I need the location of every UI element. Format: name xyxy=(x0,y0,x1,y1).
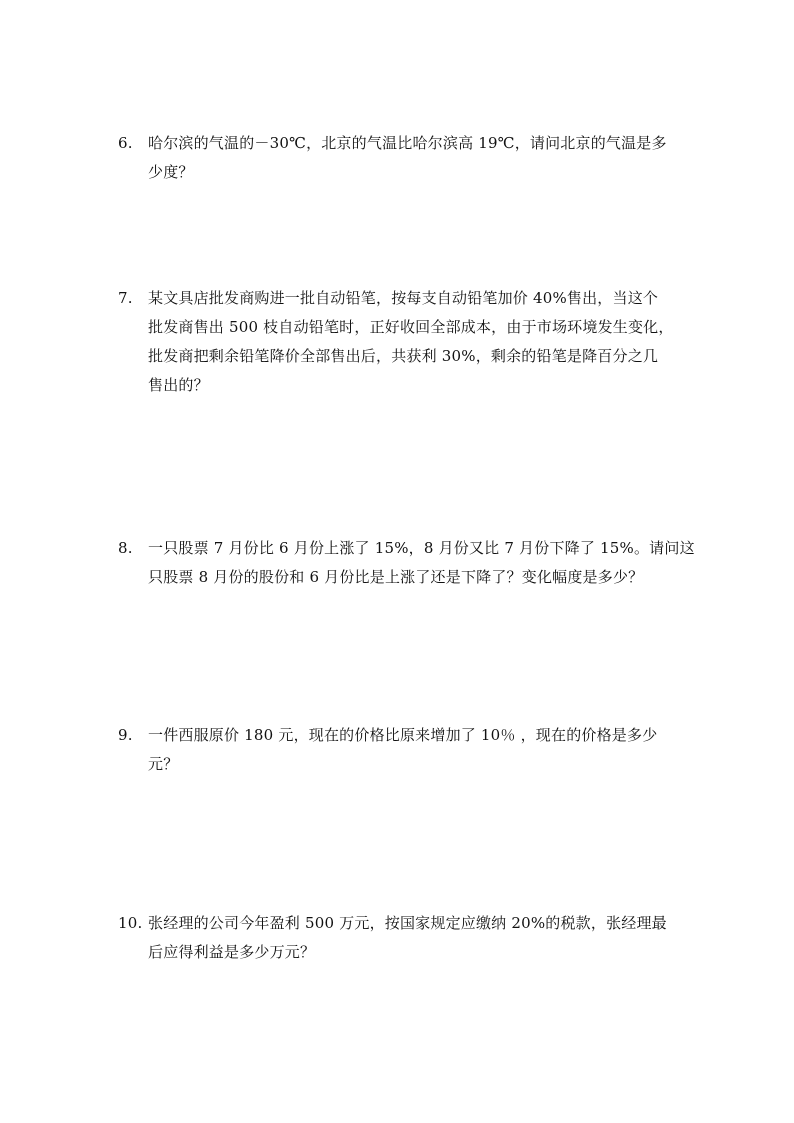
question-number: 7. xyxy=(118,289,133,307)
question-number: 8. xyxy=(118,539,133,557)
question-line: 批发商把剩余铅笔降价全部售出后，共获利 30%，剩余的铅笔是降百分之几 xyxy=(148,347,659,365)
question-9 xyxy=(118,721,678,779)
question-6 xyxy=(118,129,678,187)
question-text xyxy=(148,129,678,187)
question-line: 后应得利益是多少万元？ xyxy=(148,943,316,961)
question-line: 少度？ xyxy=(148,163,194,181)
question-line: 张经理的公司今年盈利 500 万元，按国家规定应缴纳 20%的税款，张经理最 xyxy=(148,914,667,932)
question-10 xyxy=(118,909,678,967)
question-line: 某文具店批发商购进一批自动铅笔，按每支自动铅笔加价 40%售出，当这个 xyxy=(148,289,659,307)
question-text xyxy=(148,284,678,400)
question-text xyxy=(148,721,678,779)
question-line: 批发商售出 500 枝自动铅笔时，正好收回全部成本，由于市场环境发生变化， xyxy=(148,318,674,336)
question-line: 哈尔滨的气温的－30℃，北京的气温比哈尔滨高 19℃，请问北京的气温是多 xyxy=(148,134,667,152)
question-7 xyxy=(118,284,678,400)
question-number: 9. xyxy=(118,726,133,744)
question-line: 一件西服原价 180 元，现在的价格比原来增加了 10％ ，现在的价格是多少 xyxy=(148,726,658,744)
question-line: 只股票 8 月份的股份和 6 月份比是上涨了还是下降了？变化幅度是多少？ xyxy=(148,568,644,586)
question-number: 6. xyxy=(118,134,133,152)
question-8 xyxy=(118,534,695,592)
question-number: 10. xyxy=(118,914,143,932)
question-line: 一只股票 7 月份比 6 月份上涨了 15%，8 月份又比 7 月份下降了 15%。请问这 xyxy=(148,539,695,557)
question-text xyxy=(148,534,695,592)
question-text xyxy=(148,909,678,967)
question-line: 元？ xyxy=(148,755,179,773)
question-line: 售出的？ xyxy=(148,376,209,394)
